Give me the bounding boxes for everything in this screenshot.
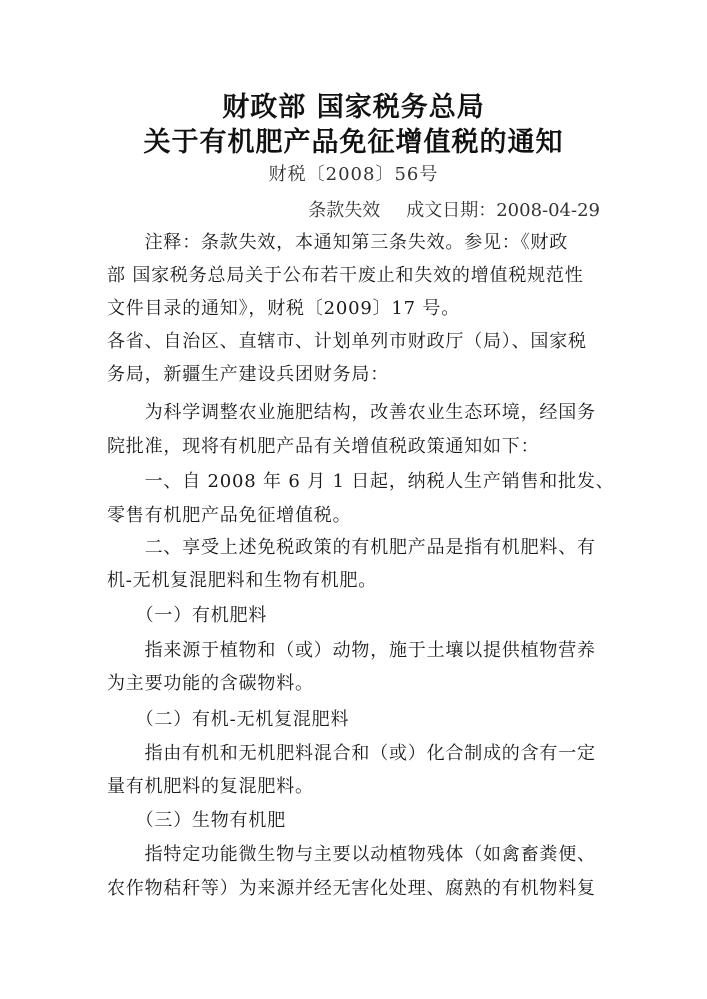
body-line: 指特定功能微生物与主要以动植物残体（如禽畜粪便、 [107,844,596,865]
body-line: 量有机肥料的复混肥料。 [107,776,314,797]
document-meta [308,196,600,222]
body-line: 为主要功能的含碳物料。 [107,673,314,694]
document-title-line-2: 关于有机肥产品免征增值税的通知 [143,127,564,158]
body-line: 二、享受上述免税政策的有机肥产品是指有机肥料、有 [107,537,596,558]
body-line: 院批准，现将有机肥产品有关增值税政策通知如下： [107,436,540,457]
status-label: 条款失效 [308,200,381,221]
document-title-line-1: 财政部 国家税务总局 [222,92,485,123]
document-number: 财税〔2008〕56号 [268,164,439,185]
body-line: 一、自 2008 年 6 月 1 日起，纳税人生产销售和批发、 [107,471,615,492]
body-line: （一）有机肥料 [107,605,268,626]
body-line: 部 国家税务总局关于公布若干废止和失效的增值税规范性 [107,265,584,286]
body-line: 为科学调整农业施肥结构，改善农业生态环境，经国务 [107,402,596,423]
body-line: 务局，新疆生产建设兵团财务局： [107,364,389,385]
body-line: 指由有机和无机肥料混合和（或）化合制成的含有一定 [107,743,596,764]
body-line: 注释：条款失效，本通知第三条失效。参见：《财政 [107,232,568,253]
body-line: 各省、自治区、直辖市、计划单列市财政厅（局）、国家税 [107,331,587,352]
body-line: 农作物秸秆等）为来源并经无害化处理、腐熟的有机物料复 [107,878,596,899]
body-line: 指来源于植物和（或）动物，施于土壤以提供植物营养 [107,640,596,661]
body-line: （三）生物有机肥 [107,810,286,831]
body-line: 零售有机肥产品免征增值税。 [107,505,352,526]
body-line: （二）有机-无机复混肥料 [107,709,350,730]
issue-date: 成文日期：2008-04-29 [406,200,600,221]
body-line: 文件目录的通知》，财税〔2009〕17 号。 [107,298,461,319]
body-line: 机-无机复混肥料和生物有机肥。 [107,570,378,591]
